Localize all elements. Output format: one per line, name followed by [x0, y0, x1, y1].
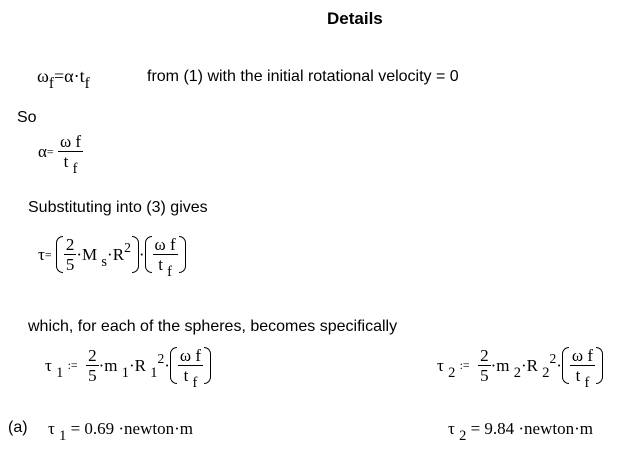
note-initial-velocity: from (1) with the initial rotational velocity = 0 [147, 68, 459, 85]
result-tau-2: τ $_2$ = 9.84 ·newton·m [448, 419, 593, 444]
fraction-omega-over-t: $\frac{\text{ω f}}{t _f}$ [59, 132, 82, 177]
equation-alpha: α= $\frac{\text{ω f}}{t _f}$ [38, 132, 82, 177]
text-substituting: Substituting into (3) gives [28, 199, 208, 216]
text-which-for-each: which, for each of the spheres, becomes specifically [28, 318, 398, 335]
equation-omega-f: ωf=α·tf [37, 66, 90, 92]
equation-tau-2: τ $_2$ := $\frac{2}{5}$ ·m $_2$·R $_2^2$· $\frac{\text{ω f}}{t _f}$ [437, 347, 603, 384]
label-so: So [17, 109, 37, 126]
part-label-a: (a) [8, 419, 28, 436]
equation-tau: τ= $\frac{2}{5}$ ·M $_s\cdot R^2$ · $\frac{\text{ω f}}{t _f}$ [38, 236, 186, 273]
equation-tau-1: τ $_1$ := $\frac{2}{5}$ ·m $_1$·R $_1^2$· $\frac{\text{ω f}}{t _f}$ [45, 347, 211, 384]
paren-inertia: $\frac{2}{5}$ ·M $_s\cdot R^2$ [56, 236, 139, 273]
paren-alpha: $\frac{\text{ω f}}{t _f}$ [145, 236, 186, 273]
page-title: Details [327, 9, 383, 28]
result-tau-1: τ $_1$ = 0.69 ·newton·m [48, 419, 193, 444]
